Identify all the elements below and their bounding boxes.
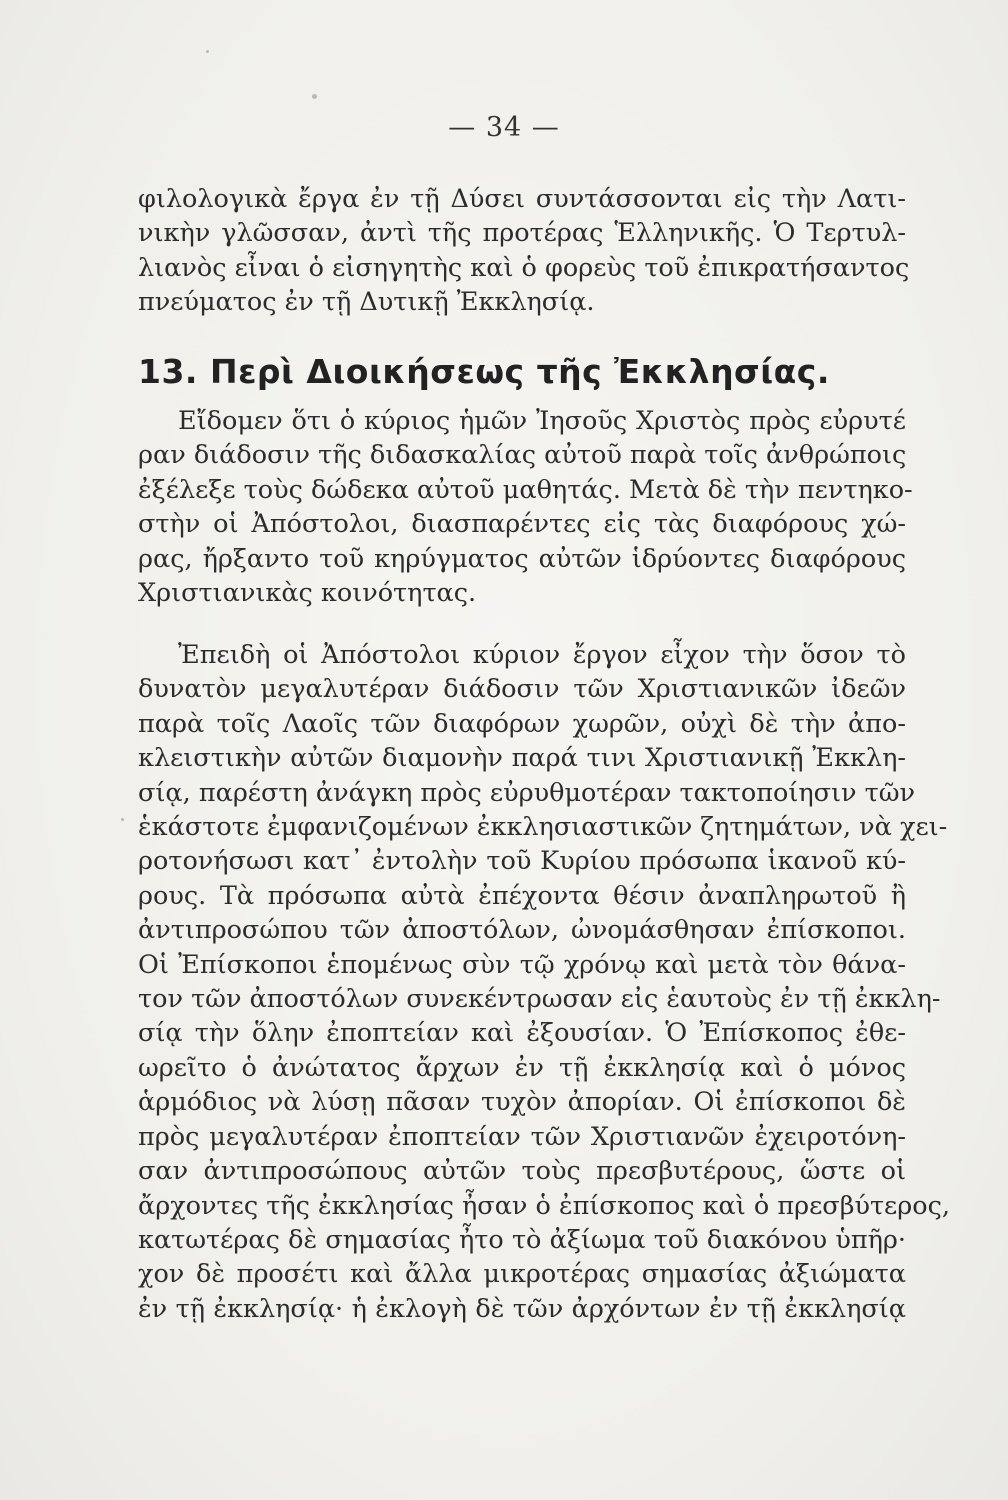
section-heading: 13. Περὶ Διοικήσεως τῆς Ἐκκλησίας. bbox=[138, 352, 830, 391]
text-line: ἄρχοντες τῆς ἐκκλησίας ἦσαν ὁ ἐπίσκοπος καὶ ὁ πρεσβύτερος, bbox=[138, 1190, 950, 1221]
text-line: ρας, ἤρξαντο τοῦ κηρύγματος αὐτῶν ἱδρύοντες διαφόρους bbox=[138, 543, 906, 574]
text-line: Ἐπειδὴ οἱ Ἀπόστολοι κύριον ἔργον εἶχον τὴν ὅσον τὸ bbox=[178, 640, 906, 670]
paragraph-2 bbox=[138, 638, 950, 1326]
text-line: ωρεῖτο ὁ ἀνώτατος ἄρχων ἐν τῇ ἐκκλησίᾳ καὶ ὁ μόνος bbox=[138, 1052, 906, 1083]
text-line: κατωτέρας δὲ σημασίας ἦτο τὸ ἀξίωμα τοῦ διακόνου ὑπῆρ· bbox=[138, 1224, 906, 1255]
text-line: ἁρμόδιος νὰ λύσῃ πᾶσαν τυχὸν ἀπορίαν. Οἱ ἐπίσκοποι δὲ bbox=[138, 1087, 906, 1118]
text-line: σίᾳ τὴν ὅλην ἐποπτείαν καὶ ἐξουσίαν. Ὁ Ἐπίσκοπος ἐθε- bbox=[138, 1018, 906, 1049]
text-line: Εἴδομεν ὅτι ὁ κύριος ἡμῶν Ἰησοῦς Χριστὸς πρὸς εὐρυτέ bbox=[178, 406, 906, 436]
text-line: δυνατὸν μεγαλυτέραν διάδοσιν τῶν Χριστιανικῶν ἰδεῶν bbox=[138, 674, 906, 705]
text-line: πρὸς μεγαλυτέραν ἐποπτείαν τῶν Χριστιανῶν ἐχειροτόνη- bbox=[138, 1121, 906, 1152]
text-line: ἑκάστοτε ἐμφανιζομένων ἐκκλησιαστικῶν ζητημάτων, νὰ χει- bbox=[138, 812, 948, 843]
text-line: Οἱ Ἐπίσκοποι ἑπομένως σὺν τῷ χρόνῳ καὶ μετὰ τὸν θάνα- bbox=[138, 949, 906, 980]
paper-speck bbox=[121, 818, 124, 821]
text-line: ἐξέλεξε τοὺς δώδεκα αὐτοῦ μαθητάς. Μετὰ δὲ τὴν πεντηκο- bbox=[138, 474, 913, 505]
text-line: ἀντιπροσώπου τῶν ἀποστόλων, ὠνομάσθησαν ἐπίσκοποι. bbox=[138, 915, 906, 946]
text-line: λιανὸς εἶναι ὁ εἰσηγητὴς καὶ ὁ φορεὺς τοῦ ἐπικρατήσαντος bbox=[138, 252, 910, 283]
text-line: τον τῶν ἀποστόλων συνεκέντρωσαν εἰς ἑαυτοὺς ἐν τῇ ἐκκλη- bbox=[138, 984, 941, 1015]
page-number: — 34 — bbox=[448, 112, 560, 143]
text-line: πνεύματος ἐν τῇ Δυτικῇ Ἐκκλησίᾳ. bbox=[138, 287, 595, 318]
text-line: χον δὲ προσέτι καὶ ἄλλα μικροτέρας σημασίας ἀξιώματα bbox=[138, 1259, 906, 1290]
text-line: ρους. Τὰ πρόσωπα αὐτὰ ἐπέχοντα θέσιν ἀναπληρωτοῦ ἢ bbox=[138, 880, 906, 911]
text-line: ροτονήσωσι κατ᾽ ἐντολὴν τοῦ Κυρίου πρόσωπα ἱκανοῦ κύ- bbox=[138, 846, 906, 877]
text-line: σίᾳ, παρέστη ἀνάγκη πρὸς εὐρυθμοτέραν τακτοποίησιν τῶν bbox=[138, 777, 916, 808]
text-line: φιλολογικὰ ἔργα ἐν τῇ Δύσει συντάσσονται εἰς τὴν Λατι- bbox=[138, 184, 906, 214]
paper-speck bbox=[206, 50, 209, 53]
paragraph-1 bbox=[138, 404, 913, 610]
text-line: ἐν τῇ ἐκκλησίᾳ· ἡ ἐκλογὴ δὲ τῶν ἀρχόντων ἐν τῇ ἐκκλησίᾳ bbox=[138, 1293, 906, 1324]
text-line: στὴν οἱ Ἀπόστολοι, διασπαρέντες εἰς τὰς διαφόρους χώ- bbox=[138, 509, 906, 540]
text-line: κλειστικὴν αὐτῶν διαμονὴν παρά τινι Χριστιανικῇ Ἐκκλη- bbox=[138, 743, 906, 774]
text-line: παρὰ τοῖς Λαοῖς τῶν διαφόρων χωρῶν, οὐχὶ δὲ τὴν ἀπο- bbox=[138, 708, 906, 739]
text-line: ραν διάδοσιν τῆς διδασκαλίας αὐτοῦ παρὰ τοῖς ἀνθρώποις bbox=[138, 440, 907, 471]
text-line: σαν ἀντιπροσώπους αὐτῶν τοὺς πρεσβυτέρους, ὥστε οἱ bbox=[138, 1156, 906, 1187]
text-line: Χριστιανικὰς κοινότητας. bbox=[138, 578, 477, 609]
paper-speck bbox=[312, 94, 317, 99]
text-line: νικὴν γλῶσσαν, ἀντὶ τῆς προτέρας Ἑλληνικῆς. Ὁ Τερτυλ- bbox=[138, 218, 906, 249]
intro-paragraph bbox=[138, 182, 910, 320]
